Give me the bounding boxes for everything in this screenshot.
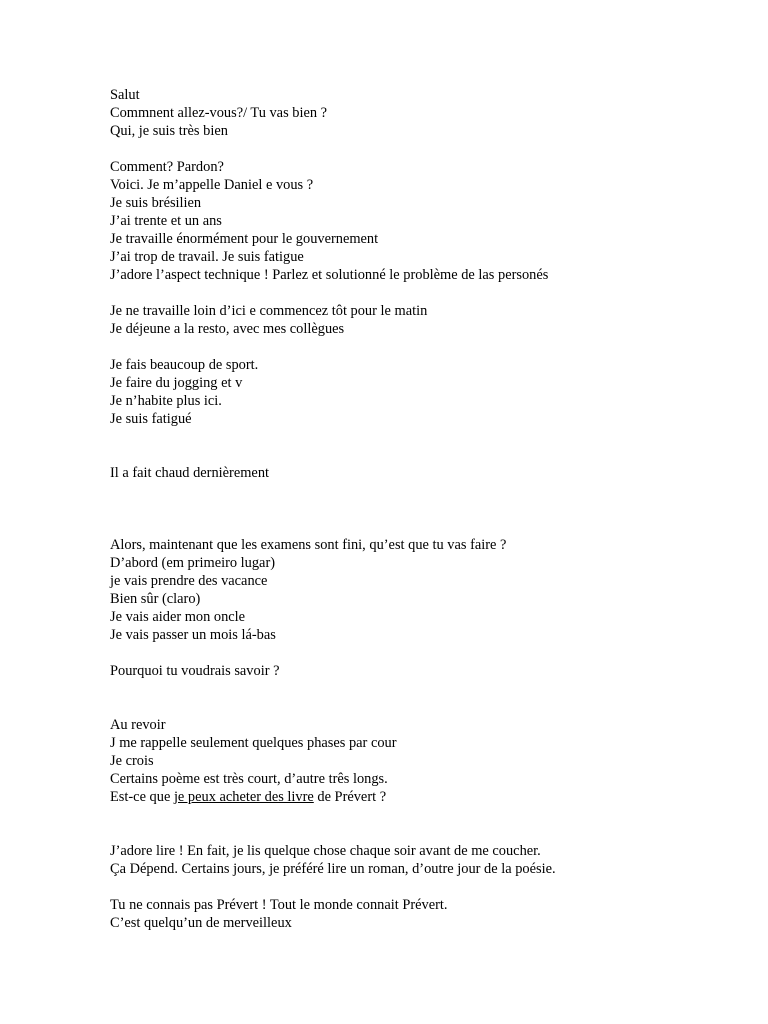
text-line: J’ai trente et un ans [110,213,222,229]
text-line: Je vais aider mon oncle [110,609,246,625]
text-line: Je ne travaille loin d’ici e commencez tôt pour le matin [110,303,428,319]
text-section-2 [110,806,670,932]
text-line: Je déjeune a la resto, avec mes collègues [110,321,345,337]
blank-line [110,338,670,356]
text-line: Qui, je suis très bien [110,123,228,139]
text-line: J’adore lire ! En fait, je lis quelque chose chaque soir avant de me coucher. [110,843,541,859]
text-line: Ça Dépend. Certains jours, je préféré lire un roman, d’outre jour de la poésie. [110,861,556,877]
document-body [110,86,670,932]
text-line: C’est quelqu’un de merveilleux [110,915,292,931]
text-segment: Est-ce que [110,789,174,805]
blank-line [110,824,670,842]
text-line: Voici. Je m’appelle Daniel e vous ? [110,177,314,193]
text-line: Commnent allez-vous?/ Tu vas bien ? [110,105,328,121]
text-line: Alors, maintenant que les examens sont fini, qu’est que tu vas faire ? [110,537,507,553]
text-line: Je fais beaucoup de sport. [110,357,259,373]
text-line: J’adore l’aspect technique ! Parlez et solutionné le problème de las personés [110,267,549,283]
text-line: Je suis brésilien [110,195,202,211]
blank-line [110,284,670,302]
text-line: je vais prendre des vacance [110,573,268,589]
text-line: D’abord (em primeiro lugar) [110,555,276,571]
text-line: Certains poème est très court, d’autre três longs. [110,771,388,787]
text-line: Bien sûr (claro) [110,591,201,607]
text-line: Tu ne connais pas Prévert ! Tout le monde connait Prévert. [110,897,448,913]
text-line-underlined [110,788,670,806]
text-line: Au revoir [110,717,166,733]
blank-line [110,878,670,896]
text-line: Je crois [110,753,154,769]
blank-line [110,806,670,824]
text-section-1 [110,86,670,788]
blank-line [110,446,670,464]
blank-line [110,680,670,698]
blank-line [110,428,670,446]
text-line: Je travaille énormément pour le gouvernement [110,231,379,247]
text-line: J me rappelle seulement quelques phases par cour [110,735,397,751]
text-line: Salut [110,87,140,103]
blank-line [110,698,670,716]
text-line: Il a fait chaud dernièrement [110,465,270,481]
blank-line [110,140,670,158]
text-line: Comment? Pardon? [110,159,224,175]
blank-line [110,482,670,500]
blank-line [110,500,670,518]
blank-line [110,644,670,662]
text-line: Je n’habite plus ici. [110,393,222,409]
text-line: Pourquoi tu voudrais savoir ? [110,663,280,679]
text-segment: de Prévert ? [313,789,387,805]
text-line: J’ai trop de travail. Je suis fatigue [110,249,304,265]
text-line: Je suis fatigué [110,411,192,427]
underlined-text: je peux acheter des livre [173,789,314,805]
blank-line [110,518,670,536]
text-line: Je vais passer un mois lá-bas [110,627,276,643]
text-line: Je faire du jogging et v [110,375,243,391]
